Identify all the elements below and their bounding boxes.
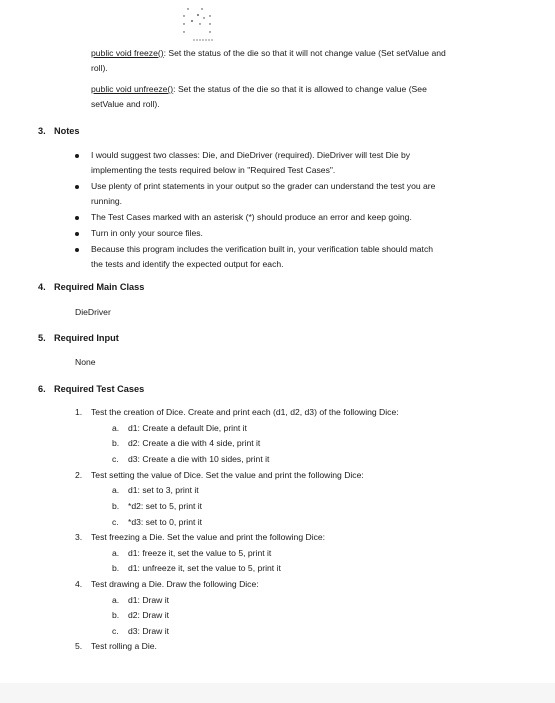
- method-freeze-continued: roll).: [91, 63, 108, 73]
- test-item: [75, 579, 259, 589]
- section-number: 5.: [38, 333, 46, 343]
- page-bottom-band: [0, 683, 555, 703]
- test-subitem: [112, 548, 271, 558]
- test-subitem: [112, 595, 169, 605]
- notes-line: Because this program includes the verification built in, your verification table should match: [91, 244, 434, 254]
- section-heading-test-cases: [38, 384, 144, 395]
- method-signature: public void freeze(): [91, 48, 164, 58]
- method-description: : Set the status of the die so that it is allowed to change value (See: [173, 84, 427, 94]
- bullet-icon: [75, 248, 79, 252]
- list-marker: c.: [112, 454, 119, 464]
- section-title: Required Test Cases: [54, 384, 145, 394]
- section-title: Required Input: [54, 333, 119, 343]
- list-marker: 1.: [75, 407, 83, 417]
- list-marker: 5.: [75, 641, 83, 651]
- section-title: Notes: [54, 126, 80, 136]
- list-text: d1: freeze it, set the value to 5, print it: [128, 548, 272, 558]
- list-marker: a.: [112, 485, 120, 495]
- list-text: *d2: set to 5, print it: [128, 501, 203, 511]
- bullet-icon: [75, 232, 79, 236]
- method-unfreeze-continued: setValue and roll).: [91, 99, 160, 109]
- list-marker: 2.: [75, 470, 83, 480]
- list-marker: b.: [112, 501, 120, 511]
- section-heading-input: [38, 333, 119, 344]
- list-text: Test setting the value of Dice. Set the value and print the following Dice:: [91, 470, 364, 480]
- list-marker: 4.: [75, 579, 83, 589]
- section-number: 6.: [38, 384, 46, 394]
- bullet-icon: [75, 185, 79, 189]
- list-marker: c.: [112, 626, 119, 636]
- list-marker: a.: [112, 423, 120, 433]
- list-text: Test drawing a Die. Draw the following Dice:: [91, 579, 259, 589]
- section-heading-notes: [38, 126, 80, 137]
- method-signature: public void unfreeze(): [91, 84, 174, 94]
- bullet-icon: [75, 216, 79, 220]
- test-item: [75, 532, 325, 542]
- method-description: : Set the status of the die so that it will not change value (Set setValue and: [163, 48, 446, 58]
- list-marker: c.: [112, 517, 119, 527]
- method-freeze: [91, 48, 446, 58]
- list-marker: a.: [112, 595, 120, 605]
- notes-line: running.: [91, 196, 123, 206]
- notes-line: The Test Cases marked with an asterisk (*) should produce an error and keep going.: [91, 212, 412, 222]
- die-dots-figure: [180, 6, 216, 42]
- test-subitem: [112, 501, 202, 511]
- list-text: Test freezing a Die. Set the value and print the following Dice:: [91, 532, 326, 542]
- notes-line: implementing the tests required below in "Required Test Cases".: [91, 165, 336, 175]
- method-unfreeze: [91, 84, 427, 94]
- list-marker: b.: [112, 610, 120, 620]
- test-subitem: [112, 517, 202, 527]
- notes-line: I would suggest two classes: Die, and DieDriver (required). DieDriver will test Die by: [91, 150, 411, 160]
- test-subitem: [112, 423, 247, 433]
- list-marker: b.: [112, 438, 120, 448]
- list-text: d1: unfreeze it, set the value to 5, print it: [128, 563, 281, 573]
- list-text: Test rolling a Die.: [91, 641, 157, 651]
- test-item: [75, 641, 157, 651]
- section-number: 3.: [38, 126, 46, 136]
- section-title: Required Main Class: [54, 282, 145, 292]
- section-number: 4.: [38, 282, 46, 292]
- list-marker: 3.: [75, 532, 83, 542]
- section-heading-main-class: [38, 282, 144, 293]
- test-subitem: [112, 610, 169, 620]
- list-text: d3: Create a die with 10 sides, print it: [128, 454, 270, 464]
- list-text: d1: Draw it: [128, 595, 170, 605]
- test-subitem: [112, 485, 199, 495]
- test-subitem: [112, 626, 169, 636]
- list-marker: a.: [112, 548, 120, 558]
- list-text: d2: Create a die with 4 side, print it: [128, 438, 261, 448]
- test-subitem: [112, 454, 269, 464]
- list-text: d2: Draw it: [128, 610, 170, 620]
- notes-line: Turn in only your source files.: [91, 228, 203, 238]
- list-text: d1: set to 3, print it: [128, 485, 199, 495]
- test-item: [75, 470, 364, 480]
- list-text: Test the creation of Dice. Create and print each (d1, d2, d3) of the following Dice:: [91, 407, 399, 417]
- bullet-icon: [75, 154, 79, 158]
- test-item: [75, 407, 399, 417]
- test-subitem: [112, 438, 260, 448]
- section-body-input: None: [75, 357, 96, 367]
- test-subitem: [112, 563, 281, 573]
- notes-line: Use plenty of print statements in your output so the grader can understand the test you are: [91, 181, 436, 191]
- list-text: d3: Draw it: [128, 626, 170, 636]
- section-body-main-class: DieDriver: [75, 307, 111, 317]
- list-text: *d3: set to 0, print it: [128, 517, 203, 527]
- list-text: d1: Create a default Die, print it: [128, 423, 247, 433]
- list-marker: b.: [112, 563, 120, 573]
- notes-line: the tests and identify the expected output for each.: [91, 259, 284, 269]
